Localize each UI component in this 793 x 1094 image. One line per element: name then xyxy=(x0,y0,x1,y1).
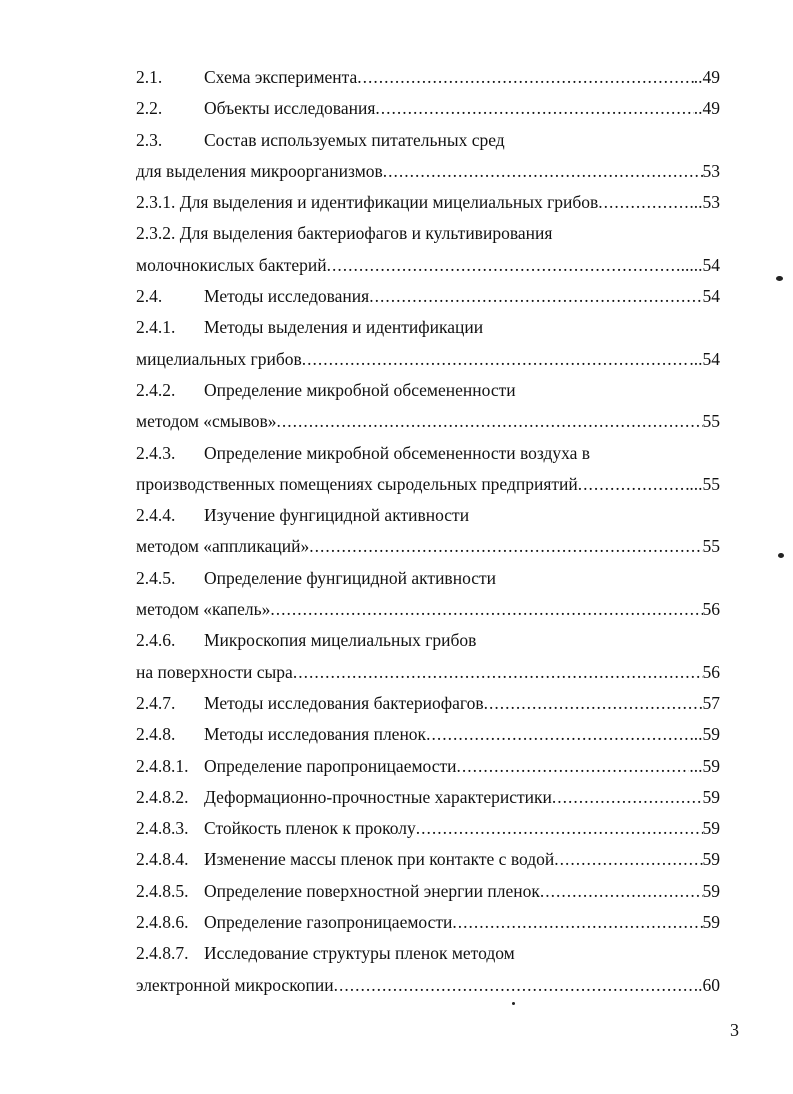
toc-entry xyxy=(136,531,720,562)
dot-leader xyxy=(327,250,681,281)
toc-entry-number: 2.4.1. xyxy=(136,317,176,338)
toc-entry-number: 2.4.6. xyxy=(136,630,176,651)
toc-entry xyxy=(136,406,720,437)
toc-entry xyxy=(136,813,720,844)
toc-entry-number: 2.4.8.3. xyxy=(136,818,189,839)
toc-entry xyxy=(136,312,720,343)
toc-entry-number: 2.4.4. xyxy=(136,505,176,526)
toc-entry-title: на поверхности сыра xyxy=(136,661,293,682)
toc-entry-page: ...54 xyxy=(689,348,720,369)
toc-entry-title: Исследование структуры пленок методом xyxy=(204,943,515,964)
toc-entry-number: 2.4.8. xyxy=(136,724,176,745)
toc-entry-page: 56 xyxy=(702,661,720,682)
toc-entry-number: 2.4. xyxy=(136,286,163,307)
dot-leader xyxy=(578,469,690,500)
toc-entry-title: Определение газопроницаемости xyxy=(204,912,453,933)
toc-entry xyxy=(136,625,720,656)
toc-entry-number: 2.4.8.1. xyxy=(136,755,189,776)
toc-entry-page: ...55 xyxy=(689,473,720,494)
toc-entry-title: Определение поверхностной энергии пленок xyxy=(204,880,540,901)
toc-entry-title: 2.3.1. Для выделения и идентификации мицелиальных грибов xyxy=(136,192,599,213)
dot-leader xyxy=(383,156,703,187)
toc-entry-page: 59 xyxy=(702,912,720,933)
toc-entry-number: 2.4.7. xyxy=(136,692,176,713)
toc-entry-page: 54 xyxy=(702,286,720,307)
scan-speck xyxy=(778,553,784,558)
table-of-contents xyxy=(136,62,720,1001)
toc-entry-page: ...59 xyxy=(689,755,720,776)
toc-entry-title: методом «капель» xyxy=(136,599,271,620)
toc-entry xyxy=(136,344,720,375)
dot-leader xyxy=(598,187,689,218)
toc-entry-number: 2.1. xyxy=(136,67,163,87)
dot-leader xyxy=(426,719,694,750)
toc-entry-number: 2.4.5. xyxy=(136,567,176,588)
dot-leader xyxy=(484,688,703,719)
toc-entry-title: Изучение фунгицидной активности xyxy=(204,505,470,526)
toc-entry xyxy=(136,719,720,750)
toc-entry-title: Определение микробной обсемененности воздуха в xyxy=(204,442,591,463)
toc-entry-title: электронной микроскопии xyxy=(136,974,334,995)
toc-entry-title: Методы исследования xyxy=(204,286,370,307)
dot-leader xyxy=(334,970,694,1001)
toc-entry-page: 59 xyxy=(702,880,720,901)
toc-entry xyxy=(136,938,720,969)
toc-entry-number: 2.2. xyxy=(136,98,163,119)
toc-entry-title: Микроскопия мицелиальных грибов xyxy=(204,630,477,651)
toc-entry-title: Методы выделения и идентификации xyxy=(204,317,484,338)
dot-leader xyxy=(552,782,703,813)
dot-leader xyxy=(270,594,702,625)
toc-entry-page: 56 xyxy=(702,599,720,620)
toc-entry-page: 59 xyxy=(702,849,720,870)
toc-entry-number: 2.4.2. xyxy=(136,379,176,400)
toc-entry-title: Деформационно-прочностные характеристики xyxy=(204,786,552,807)
toc-entry-page: ..59 xyxy=(693,724,720,745)
dot-leader xyxy=(293,657,703,688)
toc-entry-title: Определение фунгицидной активности xyxy=(204,567,497,588)
toc-entry-number: 2.4.3. xyxy=(136,442,176,463)
toc-entry-title: Состав используемых питательных сред xyxy=(204,129,505,150)
toc-entry xyxy=(136,62,720,93)
toc-entry-title: Стойкость пленок к проколу xyxy=(204,818,416,839)
toc-entry-title: Определение паропроницаемости xyxy=(204,755,457,776)
toc-entry-page: 55 xyxy=(702,536,720,557)
toc-entry-number: 2.4.8.2. xyxy=(136,786,189,807)
toc-entry xyxy=(136,93,720,124)
toc-entry-title: молочнокислых бактерий xyxy=(136,254,327,275)
dot-leader xyxy=(309,531,702,562)
toc-entry-number: 2.4.8.5. xyxy=(136,880,189,901)
toc-entry-number: 2.4.8.4. xyxy=(136,849,189,870)
toc-entry-page: 59 xyxy=(702,786,720,807)
toc-entry xyxy=(136,281,720,312)
toc-entry-title: Объекты исследования xyxy=(204,98,376,119)
dot-leader xyxy=(452,907,702,938)
toc-entry-page: 57 xyxy=(702,692,720,713)
toc-entry-page: 59 xyxy=(702,818,720,839)
dot-leader xyxy=(457,751,690,782)
toc-entry-title: мицелиальных грибов xyxy=(136,348,302,369)
toc-entry xyxy=(136,751,720,782)
toc-entry-title: Методы исследования бактериофагов xyxy=(204,692,484,713)
toc-entry xyxy=(136,500,720,531)
dot-leader xyxy=(277,406,703,437)
toc-entry xyxy=(136,657,720,688)
scan-speck xyxy=(512,1002,515,1005)
toc-entry-title: производственных помещениях сыродельных предприятий xyxy=(136,473,578,494)
toc-entry xyxy=(136,125,720,156)
toc-entry xyxy=(136,156,720,187)
toc-entry-page: ..60 xyxy=(693,974,720,995)
scan-speck xyxy=(776,276,783,281)
dot-leader xyxy=(369,281,702,312)
toc-entry-number: 2.4.8.6. xyxy=(136,912,189,933)
toc-entry-page: 55 xyxy=(702,411,720,432)
toc-entry xyxy=(136,438,720,469)
toc-entry xyxy=(136,594,720,625)
toc-entry-page: ..49 xyxy=(693,67,720,87)
dot-leader xyxy=(357,62,693,93)
dot-leader xyxy=(375,93,693,124)
toc-entry-title: 2.3.2. Для выделения бактериофагов и культивирования xyxy=(136,223,553,244)
toc-entry-number: 2.3. xyxy=(136,129,163,150)
toc-entry xyxy=(136,218,720,249)
toc-entry-number: 2.4.8.7. xyxy=(136,943,189,964)
toc-entry-title: Изменение массы пленок при контакте с водой xyxy=(204,849,555,870)
toc-entry xyxy=(136,250,720,281)
toc-entry-title: Определение микробной обсемененности xyxy=(204,379,516,400)
toc-entry-title: методом «смывов» xyxy=(136,411,277,432)
dot-leader xyxy=(554,844,702,875)
toc-entry-page: ..49 xyxy=(693,98,720,119)
dot-leader xyxy=(302,344,690,375)
toc-entry xyxy=(136,469,720,500)
toc-entry xyxy=(136,187,720,218)
toc-entry xyxy=(136,907,720,938)
toc-entry-page: .....54 xyxy=(680,254,720,275)
toc-entry xyxy=(136,375,720,406)
toc-entry xyxy=(136,688,720,719)
toc-entry-title: Схема эксперимента xyxy=(204,67,358,87)
toc-entry xyxy=(136,782,720,813)
toc-entry xyxy=(136,970,720,1001)
toc-entry-title: Методы исследования пленок xyxy=(204,724,427,745)
toc-entry xyxy=(136,563,720,594)
page-number: 3 xyxy=(730,1020,739,1040)
toc-entry xyxy=(136,876,720,907)
toc-entry xyxy=(136,844,720,875)
dot-leader xyxy=(416,813,703,844)
toc-entry-title: для выделения микроорганизмов xyxy=(136,160,383,181)
toc-entry-title: методом «аппликаций» xyxy=(136,536,310,557)
dot-leader xyxy=(540,876,703,907)
toc-entry-page: 53 xyxy=(702,160,720,181)
toc-entry-page: ...53 xyxy=(689,192,720,213)
